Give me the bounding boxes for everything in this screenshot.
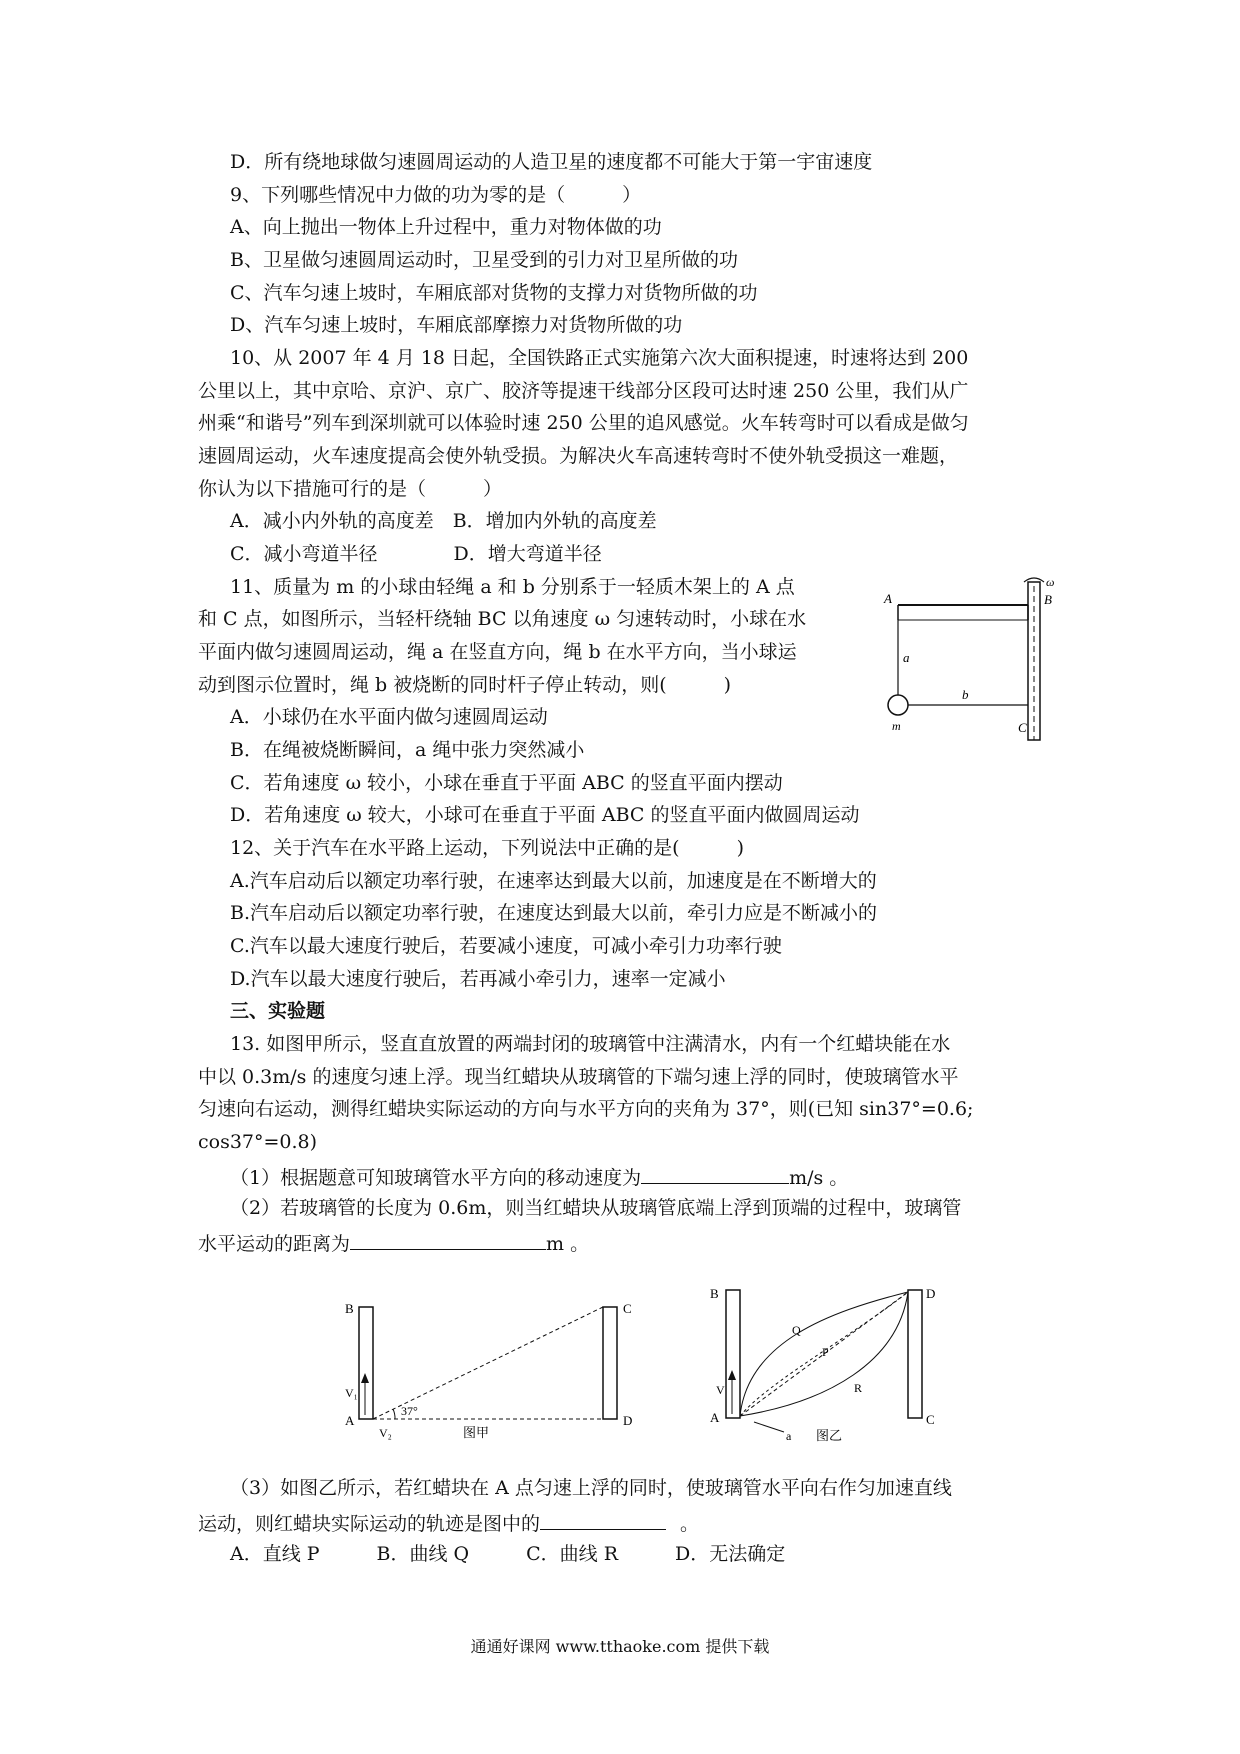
answer-blank-1[interactable] [641, 1163, 789, 1184]
q12-option-d: D.汽车以最大速度行驶后，若再减小牵引力，速率一定减小 [230, 968, 726, 990]
label-c: C [926, 1412, 935, 1427]
q10-stem-line4: 速圆周运动，火车速度提高会使外轨受损。为解决火车高速转弯时不使外轨受损这一难题， [198, 445, 959, 467]
q12-option-c: C.汽车以最大速度行驶后，若要减小速度，可减小牵引力功率行驶 [230, 935, 782, 957]
label-p: P [822, 1345, 829, 1359]
q11-stem-line3: 平面内做匀速圆周运动，绳 a 在竖直方向，绳 b 在水平方向，当小球运 [198, 641, 797, 663]
v-arrowhead-icon [728, 1370, 736, 1380]
q13-stem-line3: 匀速向右运动，测得红蜡块实际运动的方向与水平方向的夹角为 37°，则(已知 sin37°=0.6; [198, 1098, 974, 1120]
tube-right [603, 1307, 617, 1419]
angle-arc [393, 1409, 395, 1419]
q9-option-d: D、汽车匀速上坡时，车厢底部摩擦力对货物所做的功 [230, 314, 683, 336]
q13-sub2-unit: m 。 [546, 1233, 590, 1255]
q11-stem-line2: 和 C 点，如图所示，当轻杆绕轴 BC 以角速度 ω 匀速转动时，小球在水 [198, 608, 807, 630]
label-c: C [623, 1301, 632, 1316]
page-footer: 通通好课网 www.tthaoke.com 提供下载 [470, 1637, 770, 1656]
label-rope-a: a [903, 650, 910, 665]
label-b: B [710, 1286, 719, 1301]
figure-jia-caption: 图甲 [463, 1425, 490, 1440]
q10-stem-line3: 州乘“和谐号”列车到深圳就可以体验时速 250 公里的追风感觉。火车转弯时可以看成是做匀 [198, 412, 969, 434]
a-arrow [754, 1422, 784, 1432]
q11-option-d: D．若角速度 ω 较大，小球可在垂直于平面 ABC 的竖直平面内做圆周运动 [230, 804, 860, 826]
q13-sub2-text: 水平运动的距离为 [198, 1233, 351, 1255]
figure-jia [345, 1285, 635, 1445]
q9-option-c: C、汽车匀速上坡时，车厢底部对货物的支撑力对货物所做的功 [230, 282, 758, 304]
label-mass-m: m [892, 719, 901, 733]
label-accel: a [786, 1429, 792, 1443]
q13-sub2-line2 [198, 1229, 1058, 1256]
q13-sub3-end: 。 [680, 1513, 700, 1535]
answer-blank-3[interactable] [540, 1509, 666, 1530]
label-r: R [854, 1381, 863, 1395]
label-b-point: B [1044, 592, 1052, 607]
q13-sub1 [230, 1163, 848, 1190]
q13-sub2-line1: （2）若玻璃管的长度为 0.6m，则当红蜡块从玻璃管底端上浮到顶端的过程中，玻璃管 [230, 1197, 962, 1219]
q13-options: A．直线 P B．曲线 Q C．曲线 R D．无法确定 [230, 1543, 786, 1565]
q11-figure [870, 572, 1060, 747]
q12-option-a: A.汽车启动后以额定功率行驶，在速率达到最大以前，加速度是在不断增大的 [230, 870, 877, 892]
q9-option-b: B、卫星做匀速圆周运动时，卫星受到的引力对卫星所做的功 [230, 249, 738, 271]
tube-left [359, 1307, 373, 1419]
section-heading: 三、实验题 [230, 1000, 326, 1022]
q13-sub3-line1: （3）如图乙所示，若红蜡块在 A 点匀速上浮的同时，使玻璃管水平向右作匀加速直线 [230, 1477, 952, 1499]
figure-yi-caption: 图乙 [816, 1428, 843, 1443]
q10-stem-line5: 你认为以下措施可行的是（ ） [198, 478, 503, 500]
q13-sub3-line2 [198, 1509, 1058, 1536]
label-q: Q [792, 1323, 801, 1337]
q10-options-cd: C．减小弯道半径 D．增大弯道半径 [230, 543, 602, 565]
q13-stem-line2: 中以 0.3m/s 的速度匀速上浮。现当红蜡块从玻璃管的下端匀速上浮的同时，使玻璃管水平 [198, 1066, 959, 1088]
tube-left [726, 1290, 740, 1418]
answer-blank-2[interactable] [350, 1229, 546, 1250]
q11-stem-line1: 11、质量为 m 的小球由轻绳 a 和 b 分别系于一轻质木架上的 A 点 [230, 576, 795, 598]
label-a-point: A [884, 591, 892, 606]
label-v: V [716, 1383, 725, 1397]
label-a: A [345, 1413, 355, 1428]
label-v1: V₁ [345, 1386, 358, 1400]
q11-option-c: C．若角速度 ω 较小，小球在垂直于平面 ABC 的竖直平面内摆动 [230, 772, 783, 794]
q12-stem: 12、关于汽车在水平路上运动，下列说法中正确的是( ) [230, 837, 745, 859]
q8-option-d: D．所有绕地球做匀速圆周运动的人造卫星的速度都不可能大于第一宇宙速度 [230, 151, 873, 173]
q10-stem-line2: 公里以上，其中京哈、京沪、京广、胶济等提速干线部分区段可达时速 250 公里，我们从广 [198, 380, 969, 402]
tube-right [908, 1290, 922, 1418]
label-angle: 37° [401, 1404, 418, 1418]
q9-option-a: A、向上抛出一物体上升过程中，重力对物体做的功 [230, 216, 662, 238]
q11-option-b: B．在绳被烧断瞬间，a 绳中张力突然减小 [230, 739, 585, 761]
q11-stem-line4: 动到图示位置时，绳 b 被烧断的同时杆子停止转动，则( ) [198, 674, 732, 696]
q13-stem-line4: cos37°=0.8) [198, 1131, 318, 1153]
q13-sub3-text: 运动，则红蜡块实际运动的轨迹是图中的 [198, 1513, 541, 1535]
label-b: B [345, 1301, 354, 1316]
label-c-point: C [1018, 720, 1027, 735]
q13-sub1-text: （1）根据题意可知玻璃管水平方向的移动速度为 [230, 1167, 642, 1189]
label-d: D [926, 1286, 936, 1301]
q11-option-a: A．小球仍在水平面内做匀速圆周运动 [230, 706, 548, 728]
trajectory-line [373, 1307, 603, 1419]
label-a: A [710, 1410, 720, 1425]
label-omega: ω [1046, 575, 1055, 589]
label-rope-b: b [962, 687, 969, 702]
q13-sub1-unit: m/s 。 [789, 1167, 849, 1189]
ball-m [888, 695, 908, 715]
v1-arrowhead-icon [361, 1373, 369, 1383]
q9-stem: 9、下列哪些情况中力做的功为零的是（ ） [230, 184, 642, 206]
q12-option-b: B.汽车启动后以额定功率行驶，在速度达到最大以前，牵引力应是不断减小的 [230, 902, 878, 924]
q10-options-ab: A．减小内外轨的高度差 B．增加内外轨的高度差 [230, 510, 657, 532]
figure-yi [708, 1282, 948, 1448]
label-v2: V₂ [379, 1426, 392, 1440]
label-d: D [623, 1413, 633, 1428]
q13-stem-line1: 13. 如图甲所示，竖直直放置的两端封闭的玻璃管中注满清水，内有一个红蜡块能在水 [230, 1033, 951, 1055]
q10-stem-line1: 10、从 2007 年 4 月 18 日起，全国铁路正式实施第六次大面积提速，时速将达到 200 [230, 347, 969, 369]
